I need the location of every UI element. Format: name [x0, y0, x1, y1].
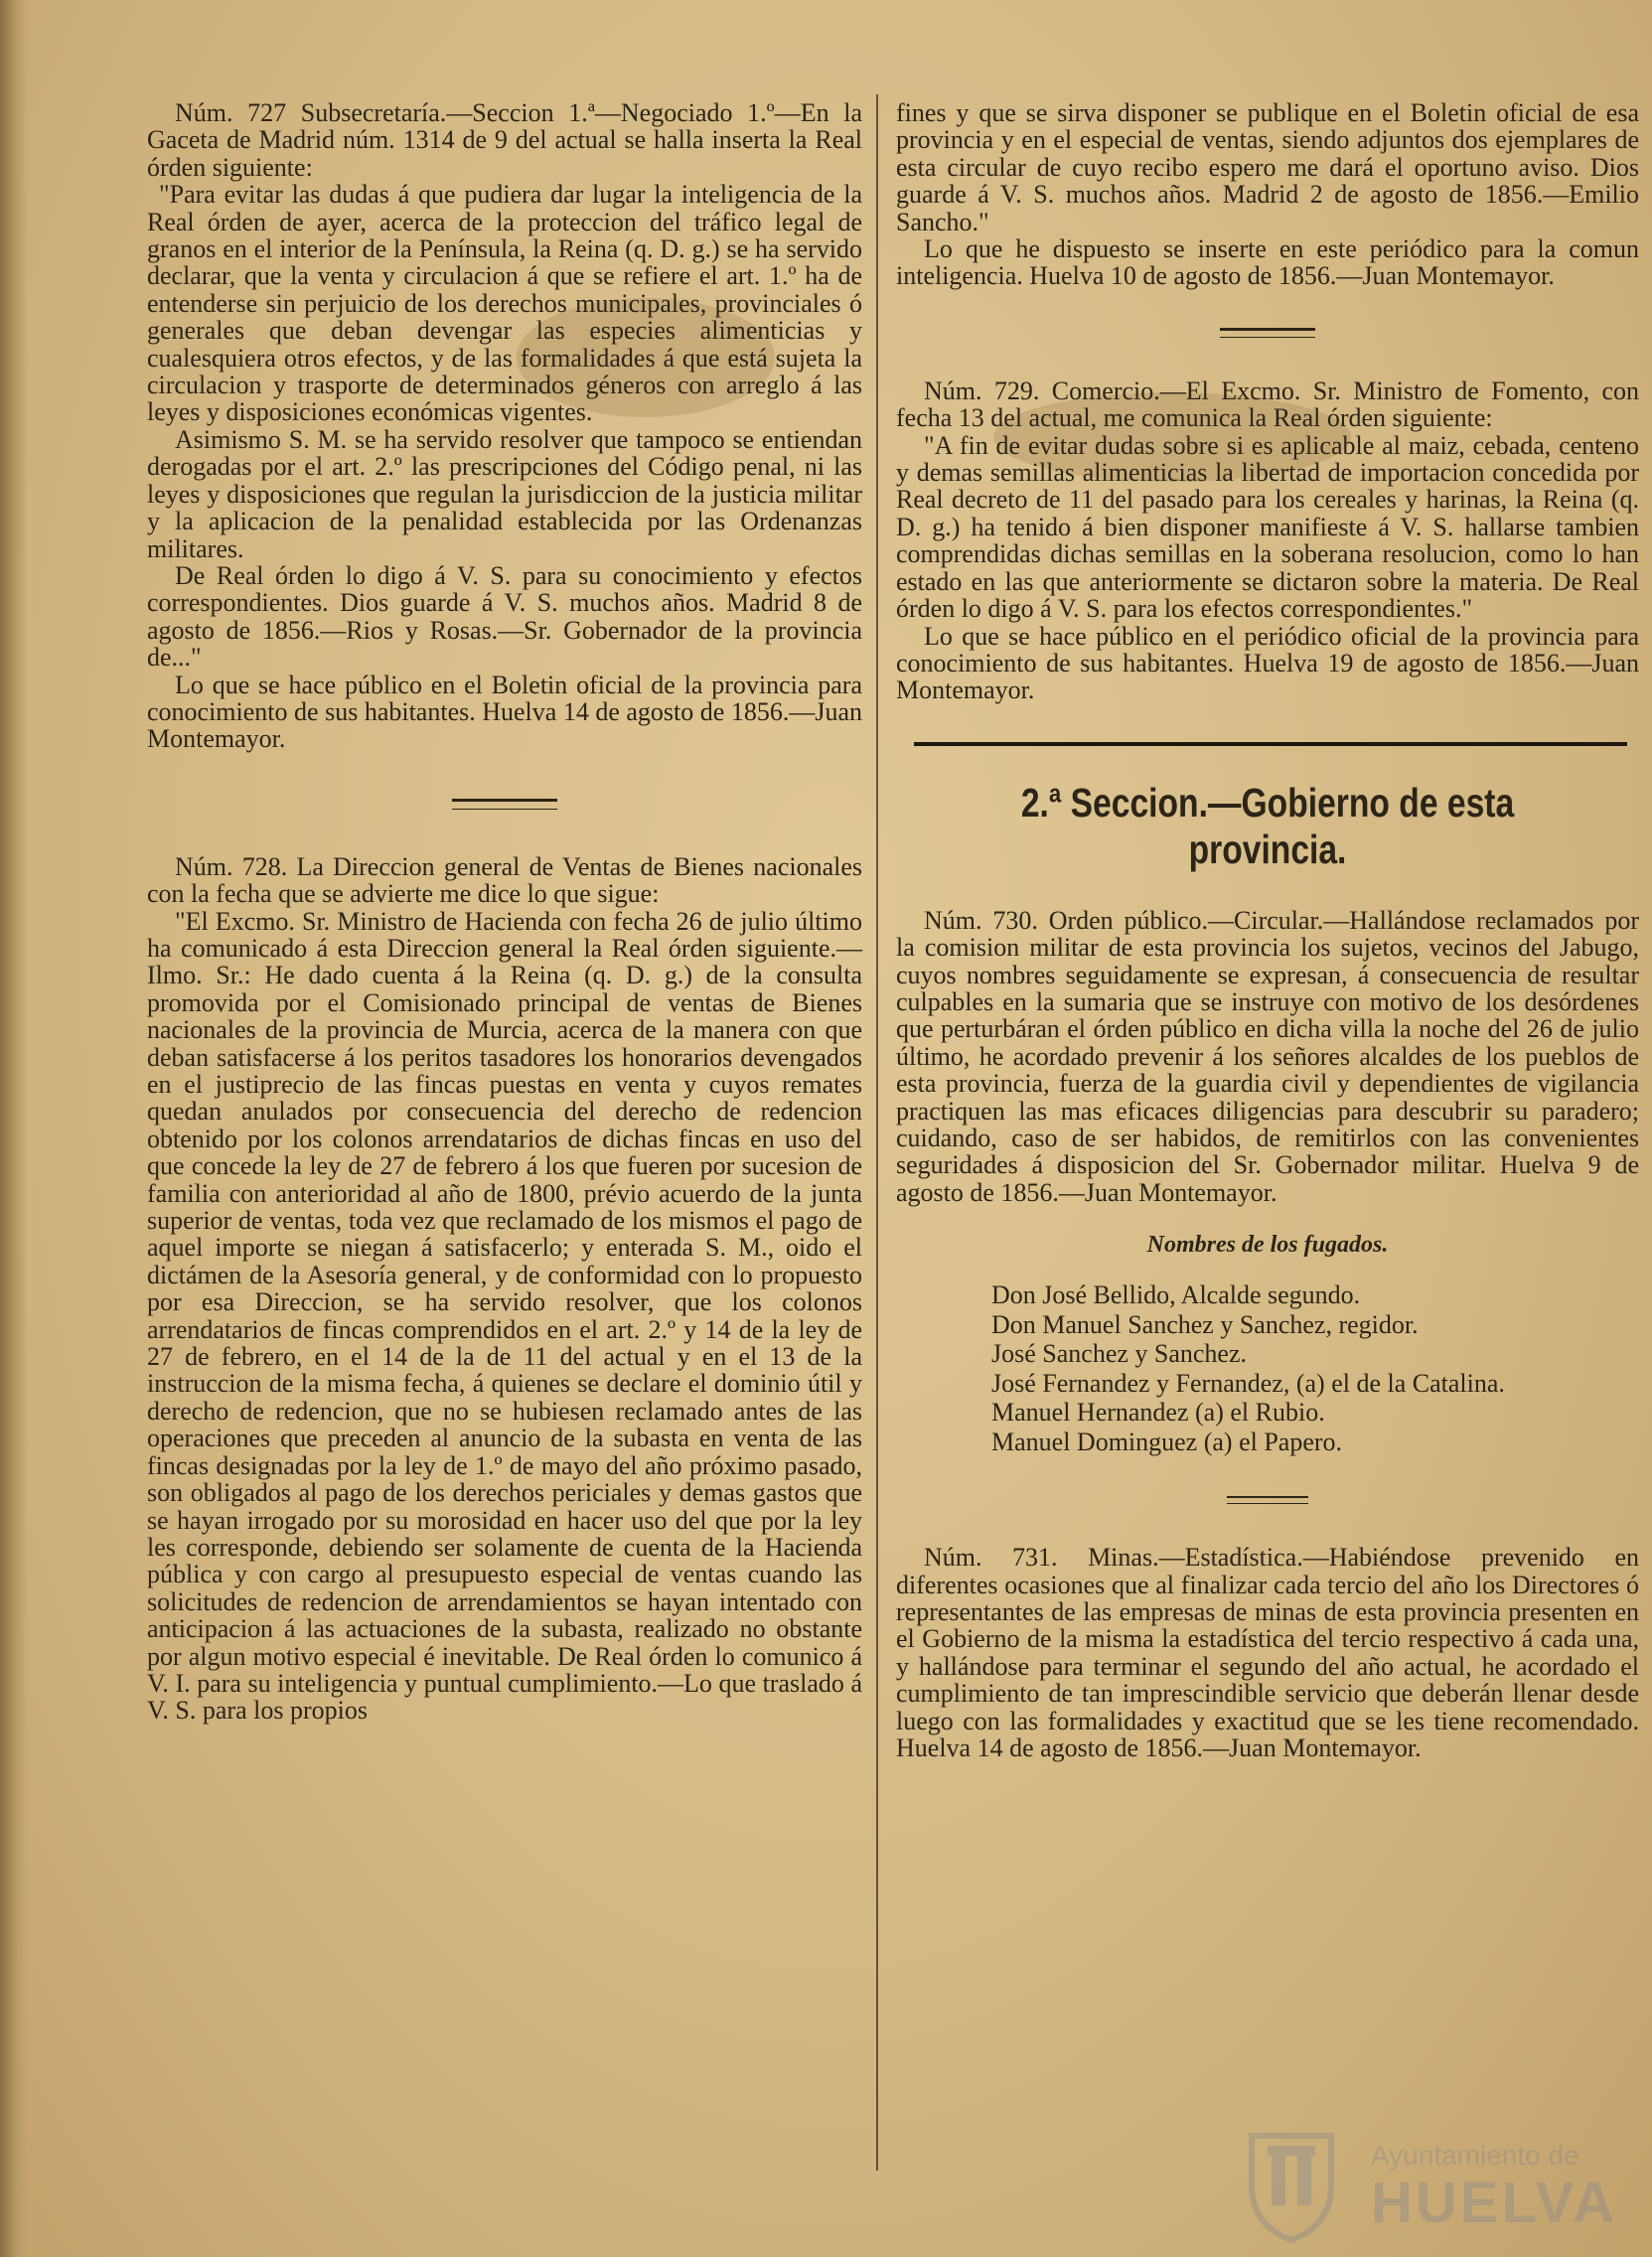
article-728-signature: Lo que he dispuesto se inserte en este periódico para la comun inteligencia. Huelva 10 de agosto de 1856.—Juan Montemayor.: [896, 234, 1639, 291]
article-727-signature: Lo que se hace público en el Boletin oficial de la provincia para conocimiento de sus habitantes. Huelva 14 de agosto de 1856.—Juan Montemayor.: [147, 670, 862, 754]
fugitive-name: Don José Bellido, Alcalde segundo.: [991, 1280, 1361, 1310]
article-729-header: Núm. 729. Comercio.—El Excmo. Sr. Ministro de Fomento, con fecha 13 del actual, me comunica la Real órden siguiente:: [896, 376, 1639, 433]
article-727: [147, 99, 862, 753]
right-column: [896, 99, 1639, 1761]
article-728-continued: [896, 99, 1639, 290]
fugitive-name: José Sanchez y Sanchez.: [991, 1339, 1248, 1369]
article-730-body: Núm. 730. Orden público.—Circular.—Hallándose reclamados por la comision militar de esta provincia los sujetos, vecinos del Jabugo, cuyos nombres seguidamente se expresan, á consecuencia de resultar culpables en la sumaria que se instruye con motivo de los desórdenes que perturbáran el órden público en dicha villa la noche del 26 de julio último, he acordado prevenir á los señores alcaldes de los pueblos de esta provincia, fuerza de la guardia civil y dependientes de vigilancia practiquen las mas eficaces diligencias para descubrir su paradero; cuidando, caso de ser habidos, de remitirlos con las convenientes seguridades á disposicion del Sr. Gobernador militar. Huelva 9 de agosto de 1856.—Juan Montemayor.: [896, 905, 1639, 1207]
article-729: [896, 377, 1639, 704]
article-730: [896, 907, 1639, 1456]
fugitive-name: Manuel Dominguez (a) el Papero.: [991, 1427, 1343, 1456]
fugitive-name: Don Manuel Sanchez y Sanchez, regidor.: [991, 1309, 1419, 1339]
article-731-body: Núm. 731. Minas.—Estadística.—Habiéndose prevenido en diferentes ocasiones que al finalizar cada tercio del año los Directores ó representantes de las empresas de minas de esta provincia presenten en el Gobierno de la misma la estadística del tercio respectivo á cada una, y hallándose para terminar el segundo del año actual, he acordado el cumplimiento de tan imprescindible servicio que deberán llenar desde luego con las formalidades y exactitud que se les tiene recomendado. Huelva 14 de agosto de 1856.—Juan Montemayor.: [896, 1543, 1639, 1763]
article-729-signature: Lo que se hace público en el periódico oficial de la provincia para conocimiento de sus habitantes. Huelva 19 de agosto de 1856.—Juan Montemayor.: [896, 621, 1639, 705]
fugitives-list: [991, 1280, 1639, 1456]
article-731: [896, 1544, 1639, 1761]
article-728-body: "El Excmo. Sr. Ministro de Hacienda con fecha 26 de julio último ha comunicado á esta Direccion general la Real órden siguiente.—Ilmo. Sr.: He dado cuenta á la Reina (q. D. g.) de la consulta promovida por el Comisionado principal de ventas de Bienes nacionales de la provincia de Murcia, acerca de la manera con que deban satisfacerse á los peritos tasadores los honorarios devengados en el justiprecio de las fincas puestas en venta y cuyos remates quedan anulados por consecuencia del derecho de redencion obtenido por los colonos arrendatarios de dichas fincas en uso del que concede la ley de 27 de febrero á los que fueren por sucesion de familia con anterioridad al año de 1800, prévio acuerdo de la junta superior de ventas, toda vez que reclamado de los mismos el pago de aquel importe se niegan á satisfacerlo; y enterada S. M., oido el dictámen de la Asesoría general, y de conformidad con lo propuesto por esa Direccion, se ha servido resolver, que los colonos arrendatarios de fincas comprendidos en el art. 2.º y 14 de la ley de 27 de febrero, en el 14 de la de 11 del actual y en el 13 de la instruccion de la misma fecha, á quienes se declare el dominio útil y derecho de redencion, que no se hubiesen reclamado antes de las operaciones que preceden al anuncio de la subasta en venta de las fincas designadas por la ley de 1.º de mayo del año próximo pasado, son obligados al pago de los derechos periciales y demas gastos que se hayan irrogado por su morosidad en hacer uso del que por la ley les corresponde, debiendo ser solamente de cuenta de la Hacienda pública y con cargo al presupuesto especial de ventas cuando las solicitudes de redencion de arrendamientos se hayan intentado con anticipacion á las actuaciones de la subasta, realizado no obstante por algun motivo especial é inevitable. De Real órden lo comunico á V. I. para su inteligencia y puntual cumplimiento.—Lo que traslado á V. S. para los propios: [147, 906, 862, 1726]
article-separator: [1227, 1496, 1308, 1504]
section-rule: [914, 742, 1627, 746]
fugitives-subheading: Nombres de los fugados.: [1146, 1232, 1389, 1259]
article-727-paragraph: "Para evitar las dudas á que pudiera dar lugar la inteligencia de la Real órden de ayer, acerca de la proteccion del tráfico legal de granos en el interior de la Península, la Reina (q. D. g.) se ha servido declarar, que la venta y circulacion á que se refiere el art. 1.º ha de entenderse sin perjuicio de los derechos municipales, provinciales ó generales que deban devengar las especies alimenticias y cualesquiera otros efectos, y de las formalidades á que está sujeta la circulacion y trasporte de determinados géneros con arreglo á las leyes y disposiciones económicas vigentes.: [147, 180, 862, 427]
article-727-paragraph: De Real órden lo digo á V. S. para su conocimiento y efectos correspondientes. Dios guarde á V. S. muchos años. Madrid 8 de agosto de 1856.—Rios y Rosas.—Sr. Gobernador de la provincia de...": [147, 560, 862, 673]
watermark-title: HUELVA: [1371, 2171, 1617, 2235]
article-728-header: Núm. 728. La Direccion general de Ventas de Bienes nacionales con la fecha que se advierte me dice lo que sigue:: [147, 851, 862, 909]
article-728-continued-body: fines y que se sirva disponer se publique en el Boletin oficial de esa provincia y en el especial de ventas, siendo adjuntos dos ejemplares de esta circular de cuyo recibo espero me dará el oportuno aviso. Dios guarde á V. S. muchos años. Madrid 2 de agosto de 1856.—Emilio Sancho.": [896, 98, 1639, 236]
article-729-body: "A fin de evitar dudas sobre si es aplicable al maiz, cebada, centeno y demas semillas alimenticias la libertad de importacion concedida por Real decreto de 11 del pasado para los cereales y harinas, la Reina (q. D. g.) ha tenido á bien disponer manifieste á V. S. hallarse tambien comprendidas dichas semillas en la soberana resolucion, como lo han estado en las que anteriormente se dictaron sobre la materia. De Real órden lo digo á V. S. para los efectos correspondientes.": [896, 430, 1639, 624]
watermark-text: Ayuntamiento de: [1371, 2140, 1579, 2171]
archive-watermark: [1232, 2126, 1629, 2245]
page-edge-shadow: [0, 0, 28, 2257]
section-title: 2.ª Seccion.—Gobierno de esta provincia.: [1020, 779, 1515, 872]
fugitive-name: Manuel Hernandez (a) el Rubio.: [991, 1398, 1325, 1428]
coat-of-arms-icon: [1232, 2126, 1351, 2245]
article-separator: [452, 799, 557, 810]
fugitive-name: José Fernandez y Fernandez, (a) el de la Catalina.: [991, 1368, 1505, 1398]
left-column: [147, 99, 862, 1725]
article-727-header: Núm. 727 Subsecretaría.—Seccion 1.ª—Negociado 1.º—En la Gaceta de Madrid núm. 1314 de 9 del actual se halla inserta la Real órden siguiente:: [147, 98, 862, 182]
article-separator: [1220, 328, 1315, 338]
article-727-paragraph: Asimismo S. M. se ha servido resolver que tampoco se entiendan derogadas por el art. 2.º las prescripciones del Código penal, ni las leyes y disposiciones que regulan la jurisdiccion de la justicia militar y la aplicacion de la penalidad establecida por las Ordenanzas militares.: [147, 424, 862, 563]
column-divider: [876, 94, 878, 2171]
article-728: [147, 853, 862, 1725]
